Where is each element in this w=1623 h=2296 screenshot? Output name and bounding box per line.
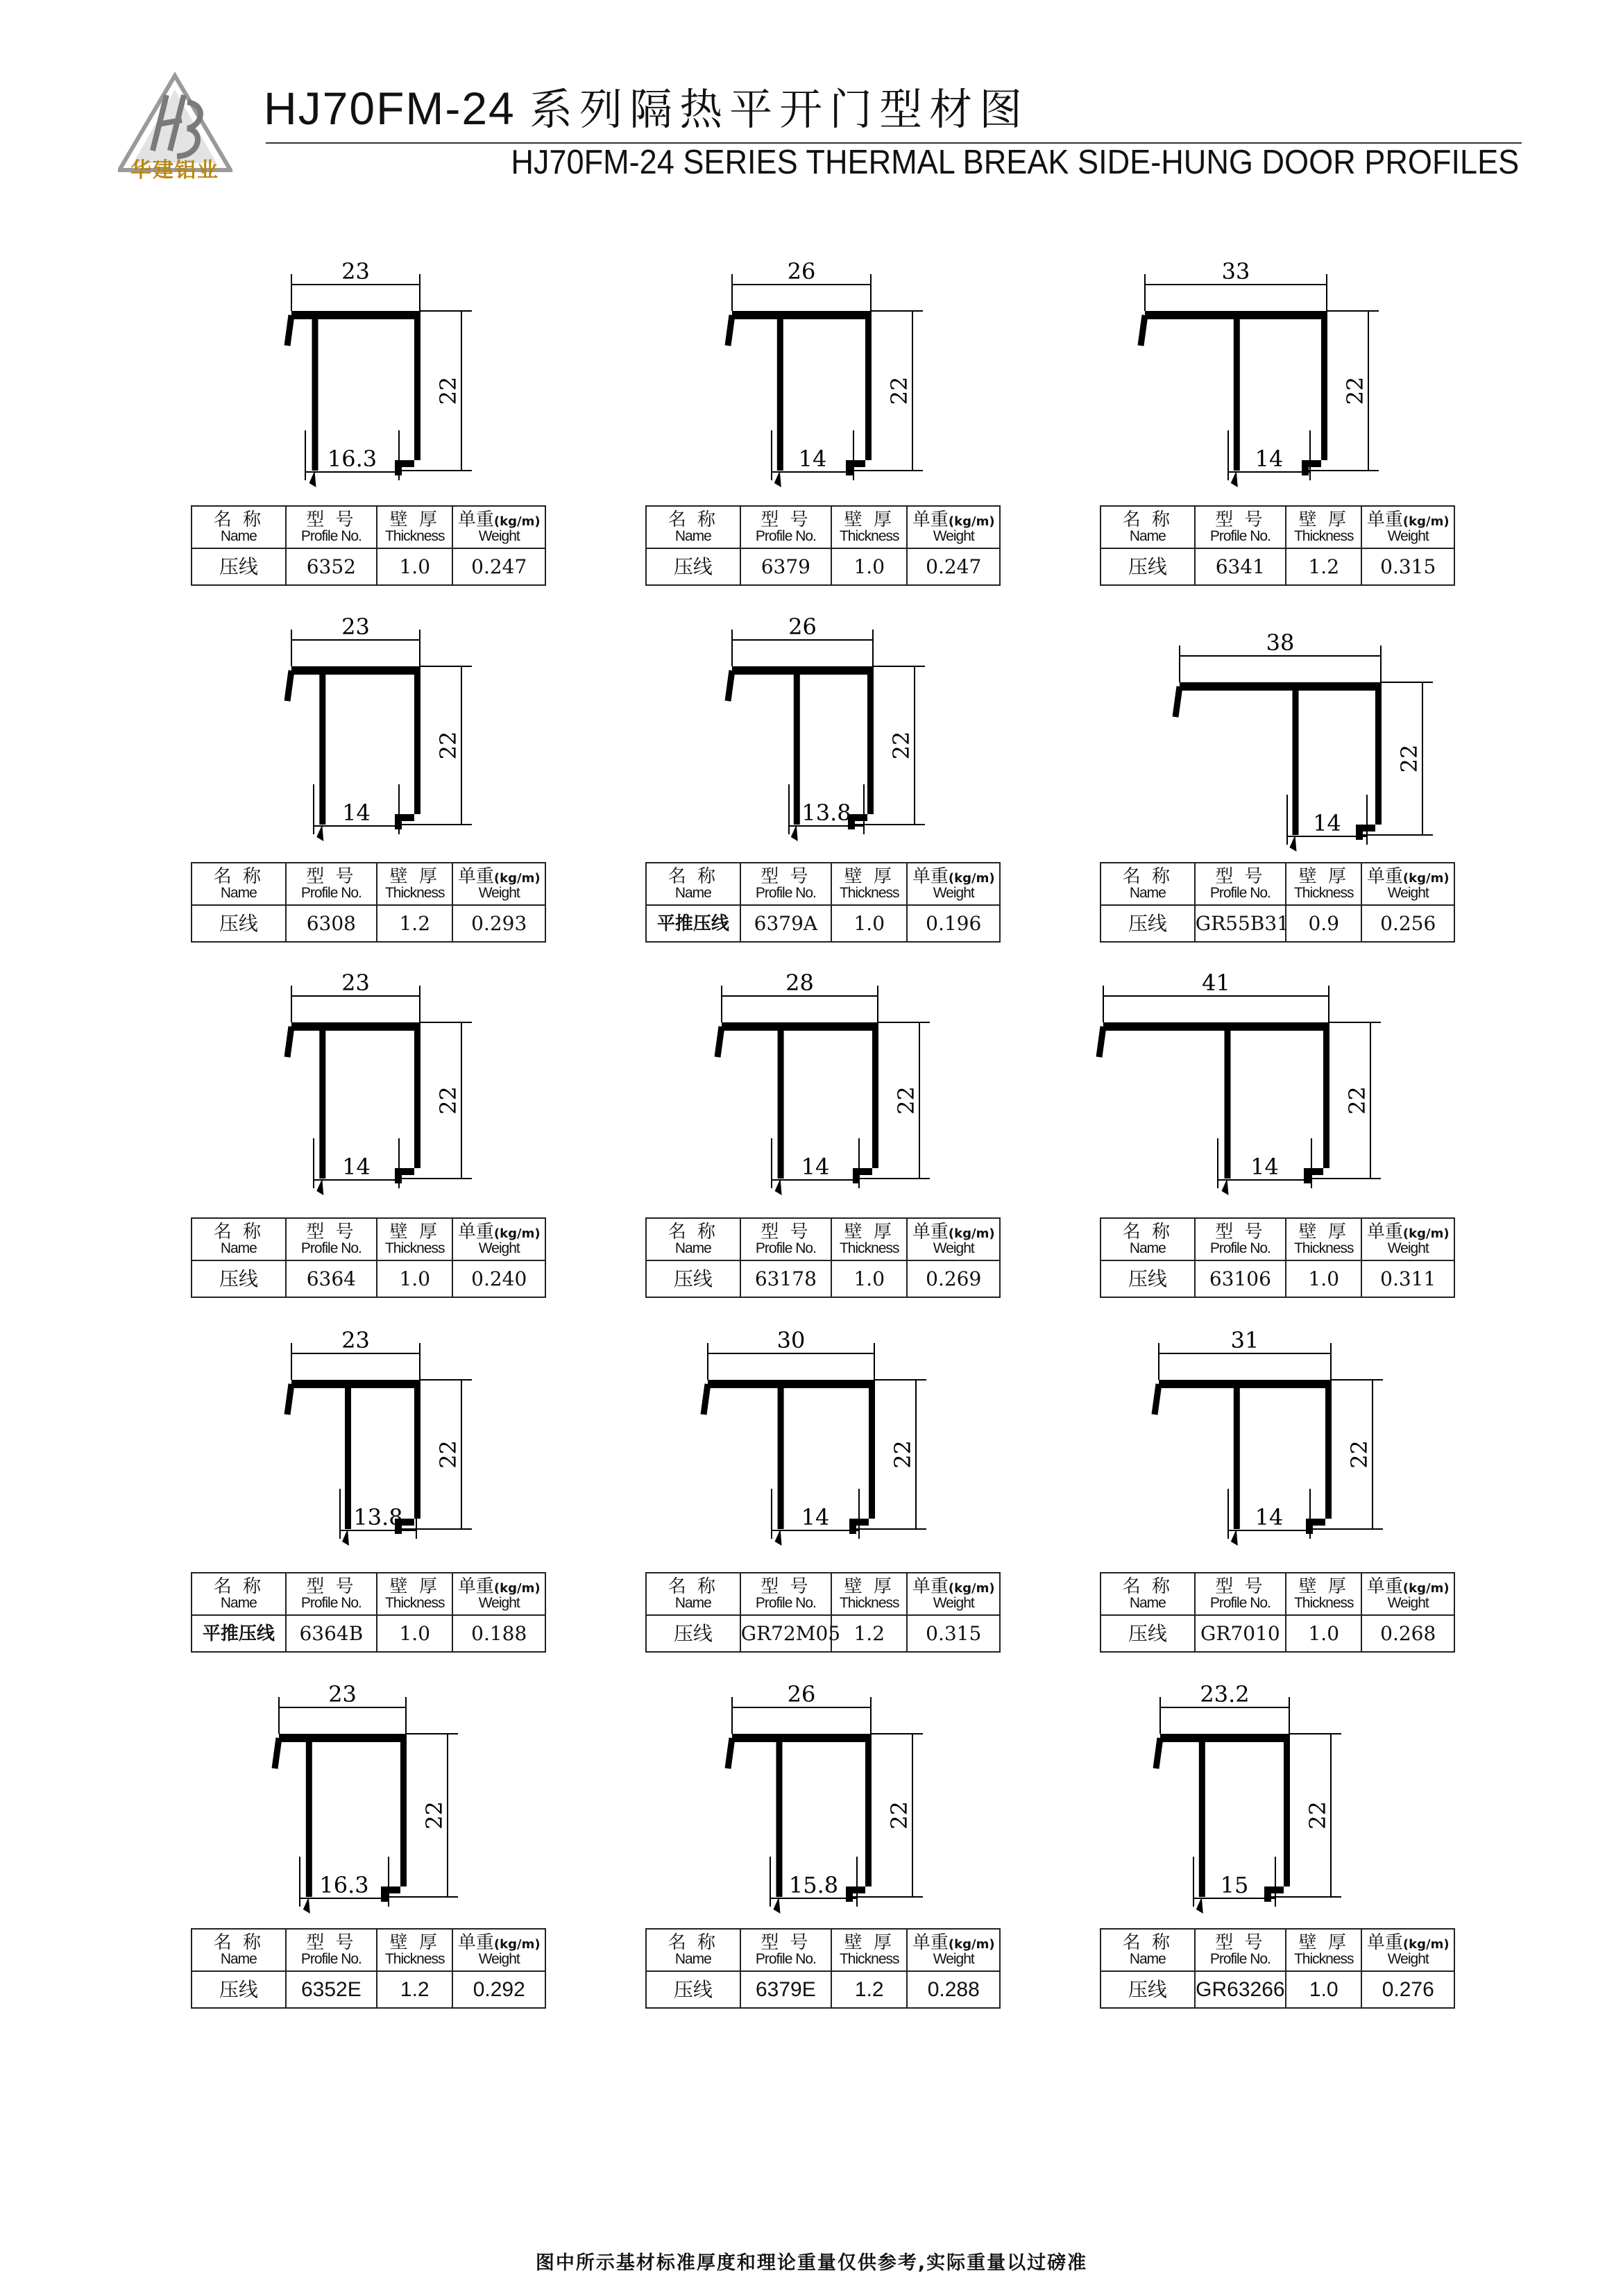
dim-height-label: 22 (1305, 1801, 1331, 1830)
cell-thickness: 1.0 (831, 1260, 907, 1297)
header-thickness: 壁 厚 Thickness (831, 863, 907, 905)
cell-name: 压线 (1101, 548, 1195, 585)
dim-width-label: 23 (341, 1327, 370, 1353)
dim-height-label: 22 (1346, 1440, 1373, 1469)
cell-profile-no: 6364B (286, 1615, 377, 1652)
cell-weight: 0.188 (452, 1615, 545, 1652)
header-weight: 单重(kg/m) Weight (907, 1573, 1000, 1615)
header-name: 名 称 Name (646, 863, 740, 905)
header-profile: 型 号 Profile No. (286, 863, 377, 905)
cell-profile-no: 6308 (286, 905, 377, 942)
cell-profile-no: GR72M05 (740, 1615, 831, 1652)
dim-bottom-label: 14 (342, 800, 371, 826)
header-name: 名 称 Name (192, 1573, 286, 1615)
dim-bottom-label: 14 (1255, 446, 1284, 472)
cell-weight: 0.247 (452, 548, 545, 585)
dim-height-label: 22 (886, 376, 912, 405)
dim-width-label: 23 (341, 970, 370, 996)
header-weight: 单重(kg/m) Weight (907, 1218, 1000, 1260)
title-model: HJ70FM-24 (264, 83, 516, 134)
dim-bottom-label: 13.8 (801, 800, 851, 826)
dim-height-label: 22 (890, 1440, 916, 1469)
dim-height-label: 22 (435, 1086, 461, 1115)
dim-width-label: 31 (1230, 1327, 1259, 1353)
cell-name: 压线 (1101, 1260, 1195, 1297)
header-profile: 型 号 Profile No. (1195, 506, 1286, 548)
cell-name: 压线 (646, 1971, 740, 2008)
cell-weight: 0.276 (1361, 1971, 1454, 2008)
dim-width-label: 23.2 (1200, 1681, 1250, 1707)
dim-width-label: 28 (785, 970, 814, 996)
web-foot (1196, 1897, 1203, 1914)
header-thickness: 壁 厚 Thickness (377, 1573, 452, 1615)
cell-name: 压线 (192, 905, 286, 942)
dim-width-label: 26 (787, 258, 816, 285)
cell-weight: 0.268 (1361, 1615, 1454, 1652)
cell-thickness: 1.2 (377, 1971, 452, 2008)
cell-name: 压线 (1101, 1615, 1195, 1652)
cell-thickness: 1.0 (1286, 1615, 1361, 1652)
left-lip (1156, 1738, 1160, 1769)
cell-thickness: 1.2 (831, 1971, 907, 2008)
cell-weight: 0.293 (452, 905, 545, 942)
header-profile: 型 号 Profile No. (740, 863, 831, 905)
dim-height-label: 22 (1396, 744, 1422, 773)
header-profile: 型 号 Profile No. (286, 506, 377, 548)
dim-height-label: 22 (1344, 1086, 1370, 1115)
header-thickness: 壁 厚 Thickness (1286, 1573, 1361, 1615)
cell-thickness: 1.2 (1286, 548, 1361, 585)
header-weight: 单重(kg/m) Weight (452, 506, 545, 548)
dim-height-label: 22 (888, 731, 915, 760)
header-profile: 型 号 Profile No. (740, 1573, 831, 1615)
cell-weight: 0.240 (452, 1260, 545, 1297)
header-name: 名 称 Name (646, 1929, 740, 1971)
cell-profile-no: 6352E (286, 1971, 377, 2008)
cell-thickness: 0.9 (1286, 905, 1361, 942)
header-profile: 型 号 Profile No. (1195, 863, 1286, 905)
cell-profile-no: 6352 (286, 548, 377, 585)
cell-name: 平推压线 (192, 1615, 286, 1652)
cell-weight: 0.292 (452, 1971, 545, 2008)
cell-thickness: 1.2 (831, 1615, 907, 1652)
dim-bottom-label: 14 (342, 1154, 371, 1180)
header-name: 名 称 Name (192, 1929, 286, 1971)
dim-height-label: 22 (435, 731, 461, 760)
cell-weight: 0.315 (907, 1615, 1000, 1652)
dim-bottom-label: 13.8 (353, 1504, 403, 1530)
cell-name: 压线 (1101, 1971, 1195, 2008)
cell-weight: 0.269 (907, 1260, 1000, 1297)
dim-width-label: 38 (1266, 630, 1295, 656)
header-weight: 单重(kg/m) Weight (1361, 863, 1454, 905)
dim-bottom-label: 14 (798, 446, 827, 472)
cell-name: 压线 (646, 1260, 740, 1297)
header-weight: 单重(kg/m) Weight (907, 863, 1000, 905)
cell-profile-no: 6364 (286, 1260, 377, 1297)
dim-width-label: 33 (1221, 258, 1250, 285)
header-name: 名 称 Name (1101, 1573, 1195, 1615)
header-thickness: 壁 厚 Thickness (377, 1218, 452, 1260)
cell-profile-no: 6379E (740, 1971, 831, 2008)
header-weight: 单重(kg/m) Weight (1361, 1573, 1454, 1615)
header-name: 名 称 Name (1101, 1929, 1195, 1971)
header-name: 名 称 Name (646, 1573, 740, 1615)
header-thickness: 壁 厚 Thickness (831, 1573, 907, 1615)
header-thickness: 壁 厚 Thickness (377, 506, 452, 548)
header-name: 名 称 Name (192, 863, 286, 905)
cell-name: 平推压线 (646, 905, 740, 942)
dim-width-label: 26 (787, 1681, 816, 1707)
header-thickness: 壁 厚 Thickness (377, 1929, 452, 1971)
header-profile: 型 号 Profile No. (740, 506, 831, 548)
dim-bottom-label: 14 (1313, 810, 1341, 836)
dim-height-label: 22 (435, 1440, 461, 1469)
dim-width-label: 30 (776, 1327, 806, 1353)
header-profile: 型 号 Profile No. (286, 1573, 377, 1615)
cell-profile-no: GR7010 (1195, 1615, 1286, 1652)
title-cn: 系列隔热平开门型材图 (529, 84, 1030, 135)
header-thickness: 壁 厚 Thickness (831, 1929, 907, 1971)
cell-profile-no: 63106 (1195, 1260, 1286, 1297)
header-profile: 型 号 Profile No. (740, 1929, 831, 1971)
header-weight: 单重(kg/m) Weight (1361, 506, 1454, 548)
header-thickness: 壁 厚 Thickness (831, 506, 907, 548)
header-thickness: 壁 厚 Thickness (1286, 1218, 1361, 1260)
dim-bottom-label: 14 (1250, 1154, 1279, 1180)
header-weight: 单重(kg/m) Weight (1361, 1929, 1454, 1971)
dim-width-label: 23 (341, 258, 370, 285)
dim-width-label: 23 (341, 614, 370, 640)
cell-weight: 0.288 (907, 1971, 1000, 2008)
dim-width-label: 23 (328, 1681, 357, 1707)
header-thickness: 壁 厚 Thickness (1286, 506, 1361, 548)
header-weight: 单重(kg/m) Weight (907, 506, 1000, 548)
header-name: 名 称 Name (646, 506, 740, 548)
header-thickness: 壁 厚 Thickness (831, 1218, 907, 1260)
flange-bar (1160, 1734, 1289, 1742)
header-profile: 型 号 Profile No. (1195, 1929, 1286, 1971)
header-thickness: 壁 厚 Thickness (1286, 863, 1361, 905)
dim-height-label: 22 (435, 376, 461, 405)
header-thickness: 壁 厚 Thickness (1286, 1929, 1361, 1971)
dim-width-label: 41 (1202, 970, 1230, 996)
dim-height-label: 22 (1342, 376, 1368, 405)
cell-name: 压线 (1101, 905, 1195, 942)
dim-bottom-label: 14 (801, 1504, 830, 1530)
cell-thickness: 1.0 (831, 905, 907, 942)
right-hook (1264, 1886, 1284, 1902)
profile-shape (1156, 1681, 1341, 1914)
cell-name: 压线 (192, 548, 286, 585)
header-name: 名 称 Name (1101, 506, 1195, 548)
dim-height-label: 22 (421, 1801, 448, 1830)
cell-profile-no: 63178 (740, 1260, 831, 1297)
cell-thickness: 1.2 (377, 905, 452, 942)
cell-profile-no: 6379A (740, 905, 831, 942)
header-weight: 单重(kg/m) Weight (452, 1929, 545, 1971)
cell-weight: 0.256 (1361, 905, 1454, 942)
header-name: 名 称 Name (1101, 1218, 1195, 1260)
cell-thickness: 1.0 (1286, 1260, 1361, 1297)
header-name: 名 称 Name (646, 1218, 740, 1260)
cell-weight: 0.247 (907, 548, 1000, 585)
cell-weight: 0.311 (1361, 1260, 1454, 1297)
header-weight: 单重(kg/m) Weight (907, 1929, 1000, 1971)
cell-profile-no: 6379 (740, 548, 831, 585)
title-en: HJ70FM-24 SERIES THERMAL BREAK SIDE-HUNG DOOR PROFILES (511, 144, 1519, 181)
spec-table (1100, 1928, 1455, 2009)
dim-bottom-label: 16.3 (319, 1872, 369, 1898)
dim-bottom-label: 15.8 (788, 1872, 839, 1898)
cell-thickness: 1.0 (831, 548, 907, 585)
cell-profile-no: GR55B31 (1195, 905, 1286, 942)
header-name: 名 称 Name (1101, 863, 1195, 905)
header-profile: 型 号 Profile No. (286, 1929, 377, 1971)
header-name: 名 称 Name (192, 506, 286, 548)
header-weight: 单重(kg/m) Weight (452, 1573, 545, 1615)
cell-thickness: 1.0 (377, 1260, 452, 1297)
dim-height-label: 22 (893, 1086, 919, 1115)
right-leg (1284, 1734, 1290, 1886)
cell-name: 压线 (646, 1615, 740, 1652)
dim-bottom-label: 15 (1220, 1872, 1249, 1898)
cell-weight: 0.196 (907, 905, 1000, 942)
cell-name: 压线 (192, 1260, 286, 1297)
cell-name: 压线 (192, 1971, 286, 2008)
dim-width-label: 26 (788, 614, 817, 640)
header-weight: 单重(kg/m) Weight (452, 863, 545, 905)
dim-height-label: 22 (886, 1801, 912, 1830)
cell-profile-no: 6341 (1195, 548, 1286, 585)
dim-bottom-label: 16.3 (327, 446, 377, 472)
cell-weight: 0.315 (1361, 548, 1454, 585)
web-leg (1199, 1734, 1205, 1897)
cell-thickness: 1.0 (1286, 1971, 1361, 2008)
cell-name: 压线 (646, 548, 740, 585)
header-thickness: 壁 厚 Thickness (377, 863, 452, 905)
dim-bottom-label: 14 (801, 1154, 830, 1180)
header-profile: 型 号 Profile No. (1195, 1218, 1286, 1260)
header-weight: 单重(kg/m) Weight (1361, 1218, 1454, 1260)
header-name: 名 称 Name (192, 1218, 286, 1260)
header-profile: 型 号 Profile No. (286, 1218, 377, 1260)
header-profile: 型 号 Profile No. (1195, 1573, 1286, 1615)
header-profile: 型 号 Profile No. (740, 1218, 831, 1260)
header-weight: 单重(kg/m) Weight (452, 1218, 545, 1260)
cell-thickness: 1.0 (377, 1615, 452, 1652)
dim-bottom-label: 14 (1255, 1504, 1284, 1530)
cell-thickness: 1.0 (377, 548, 452, 585)
logo-text: 华建铝业 (130, 158, 219, 183)
cell-profile-no: GR63266 (1195, 1971, 1286, 2008)
footer-note: 图中所示基材标准厚度和理论重量仅供参考,实际重量以过磅准 (535, 2252, 1088, 2274)
